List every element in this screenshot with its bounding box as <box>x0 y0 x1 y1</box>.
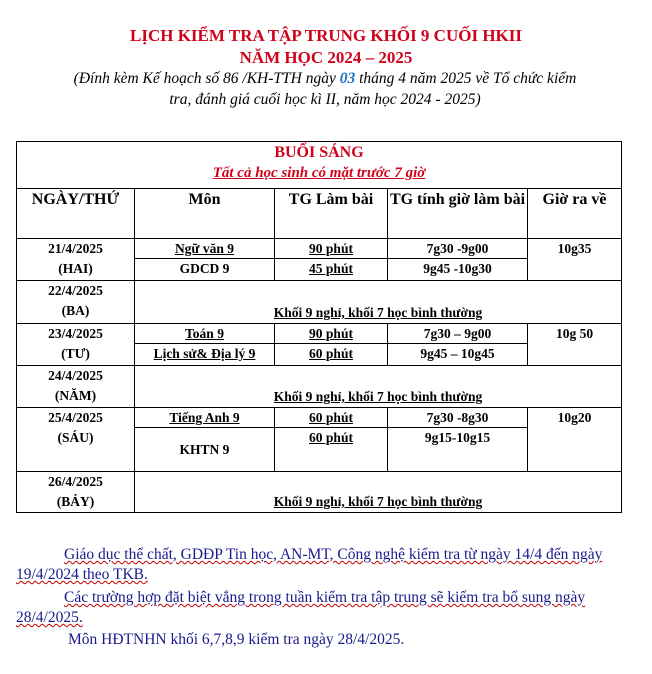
no-exam-note <box>135 281 622 324</box>
no-exam-text: Khối 9 nghỉ, khối 7 học bình thường <box>273 494 483 509</box>
arrival-note: Tất cả học sinh có mặt trước 7 giờ <box>212 165 426 181</box>
end-time-cell: 10g 50 <box>528 324 622 366</box>
note-text: Môn HĐTNHN khối 6,7,8,9 kiểm tra ngày 28/4/2025. <box>68 631 405 648</box>
time-cell: 7g30 -8g30 <box>388 408 528 428</box>
subtitle-day: 03 <box>339 70 356 87</box>
note-text: Giáo dục thể chất, GDĐP Tin học, AN-MT, Công nghệ kiểm tra từ ngày 14/4 đến ngày 19/4/2024 theo TKB. <box>16 546 603 583</box>
duration-cell: 60 phút <box>275 344 388 366</box>
school-year-title: NĂM HỌC 2024 – 2025 <box>239 48 413 67</box>
date: 25/4/2025 <box>48 410 103 425</box>
date: 24/4/2025 <box>48 368 103 383</box>
note-paragraph <box>16 588 626 628</box>
col-header-duration: TG Làm bài <box>275 189 388 239</box>
date-cell <box>17 281 135 324</box>
date: 21/4/2025 <box>48 241 103 256</box>
session-label: BUỔI SÁNG <box>274 144 364 161</box>
subtitle <box>20 68 630 110</box>
weekday: (TƯ) <box>61 346 90 361</box>
col-header-end: Giờ ra về <box>528 189 622 239</box>
date-cell <box>17 408 135 472</box>
subject-cell: Toán 9 <box>135 324 275 344</box>
end-time-cell: 10g35 <box>528 239 622 281</box>
duration-cell: 45 phút <box>275 259 388 281</box>
col-header-time: TG tính giờ làm bài <box>388 189 528 239</box>
date: 22/4/2025 <box>48 283 103 298</box>
weekday: (NĂM) <box>54 388 97 403</box>
note-paragraph <box>16 630 626 650</box>
subject-cell: Tiếng Anh 9 <box>135 408 275 428</box>
subject-cell: GDCD 9 <box>135 259 275 281</box>
no-exam-text: Khối 9 nghỉ, khối 7 học bình thường <box>273 389 483 404</box>
subtitle-line2: tra, đánh giá cuối học kì II, năm học 2024 - 2025) <box>169 91 481 108</box>
date: 26/4/2025 <box>48 474 103 489</box>
date-cell <box>17 366 135 408</box>
col-header-date: NGÀY/THỨ <box>17 189 135 239</box>
weekday: (SÁU) <box>57 430 94 445</box>
note-text: Các trường hợp đặt biệt vắng trong tuần kiểm tra tập trung sẽ kiểm tra bổ sung ngày 28/4/2025. <box>16 589 586 626</box>
date-cell <box>17 472 135 513</box>
session-header <box>17 142 622 189</box>
subtitle-part1: (Đính kèm Kế hoạch số 86 /KH-TTH ngày <box>73 70 340 87</box>
duration-cell: 90 phút <box>275 239 388 259</box>
no-exam-text: Khối 9 nghỉ, khối 7 học bình thường <box>273 305 483 320</box>
subject-cell: Lịch sử& Địa lý 9 <box>135 344 275 366</box>
duration-cell: 90 phút <box>275 324 388 344</box>
time-cell: 9g45 – 10g45 <box>388 344 528 366</box>
subject-cell: KHTN 9 <box>135 428 275 472</box>
document-title: LỊCH KIỂM TRA TẬP TRUNG KHỐI 9 CUỐI HKII <box>129 26 523 45</box>
no-exam-note <box>135 366 622 408</box>
duration-cell: 60 phút <box>275 408 388 428</box>
time-cell: 7g30 – 9g00 <box>388 324 528 344</box>
subject-cell: Ngữ văn 9 <box>135 239 275 259</box>
no-exam-note <box>135 472 622 513</box>
weekday: (HAI) <box>58 261 93 276</box>
time-cell: 7g30 -9g00 <box>388 239 528 259</box>
date-cell <box>17 324 135 366</box>
weekday: (BA) <box>61 303 90 318</box>
col-header-subject: Môn <box>135 189 275 239</box>
date-cell <box>17 239 135 281</box>
time-cell: 9g45 -10g30 <box>388 259 528 281</box>
note-paragraph <box>16 545 626 585</box>
end-time-cell: 10g20 <box>528 408 622 472</box>
date: 23/4/2025 <box>48 326 103 341</box>
weekday: (BẢY) <box>56 494 95 509</box>
exam-schedule-table <box>16 141 622 513</box>
time-cell: 9g15-10g15 <box>388 428 528 472</box>
subtitle-part2: tháng 4 năm 2025 về Tổ chức kiểm <box>355 70 577 87</box>
duration-cell: 60 phút <box>275 428 388 472</box>
